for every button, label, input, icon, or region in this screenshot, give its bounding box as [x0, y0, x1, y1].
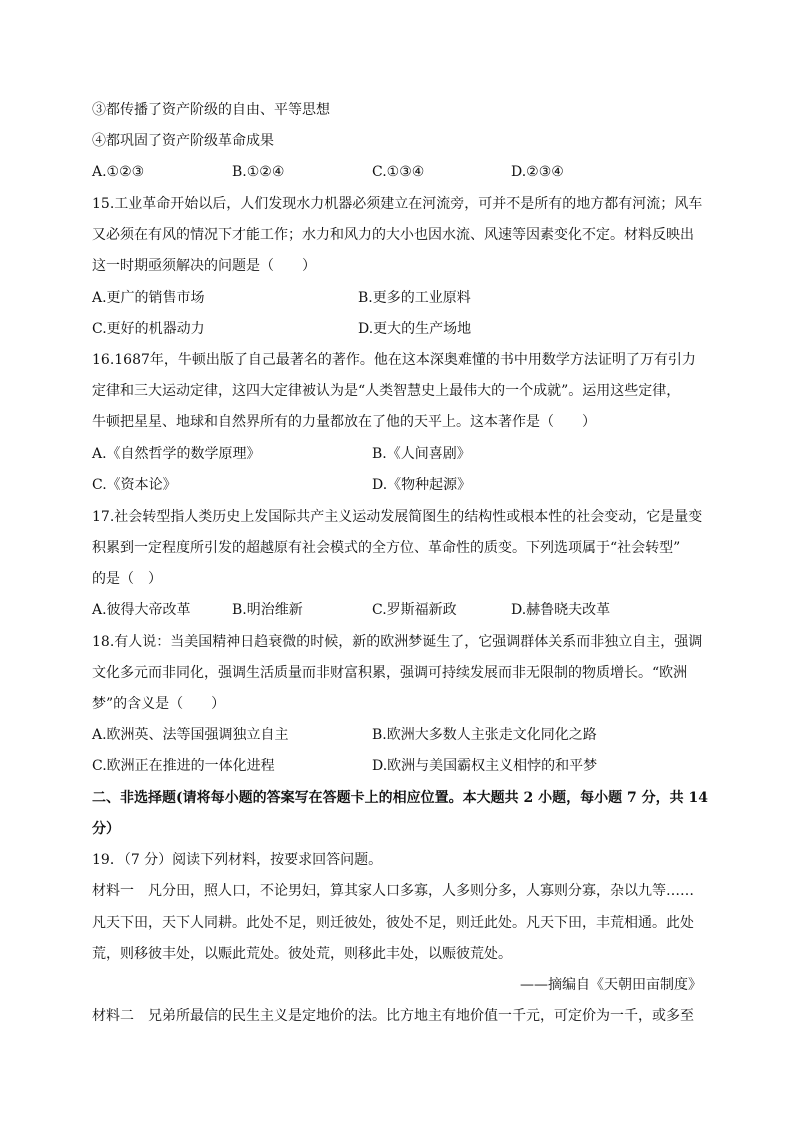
- q19-material-1-source: ——摘编自《天朝田亩制度》: [520, 977, 702, 993]
- q16-option-d: D.《物种起源》: [372, 477, 472, 493]
- section-2-heading-line-1: 二、非选择题(请将每小题的答案写在答题卡上的相应位置。本大题共 2 小题，每小题 7 分，共 14: [92, 790, 708, 806]
- q14-option-c: C.①③④: [372, 164, 425, 180]
- q16-line-1: 16.1687年，牛顿出版了自己最著名的著作。他在这本深奥难懂的书中用数学方法证明了万有引力: [92, 352, 696, 368]
- q14-option-b: B.①②④: [232, 164, 285, 180]
- q15-line-2: 又必须在有风的情况下才能工作；水力和风力的大小也因水流、风速等因素变化不定。材料反映出: [92, 227, 694, 243]
- q18-line-3: 梦”的含义是（ ）: [92, 696, 226, 712]
- q14-option-a: A.①②③: [92, 164, 145, 180]
- q16-option-b: B.《人间喜剧》: [372, 446, 471, 462]
- q16-line-2: 定律和三大运动定律，这四大定律被认为是“人类智慧史上最伟大的一个成就”。运用这些定律，: [92, 383, 681, 399]
- q18-line-1: 18.有人说：当美国精神日趋衰微的时候，新的欧洲梦诞生了，它强调群体关系而非独立自主，强调: [92, 634, 703, 650]
- q18-option-a: A.欧洲英、法等国强调独立自主: [92, 727, 289, 743]
- q18-option-c: C.欧洲正在推进的一体化进程: [92, 758, 275, 774]
- q17-line-2: 积累到一定程度所引发的超越原有社会模式的全方位、革命性的质变。下列选项属于“社会转型”: [92, 540, 681, 556]
- q19-material-1-line-2: 凡天下田，天下人同耕。此处不足，则迁彼处，彼处不足，则迁此处。凡天下田，丰荒相通。此处: [92, 915, 694, 931]
- q19-material-1-line-3: 荒，则移彼丰处，以赈此荒处。彼处荒，则移此丰处，以赈彼荒处。: [92, 946, 512, 962]
- q17-line-1: 17.社会转型指人类历史上发国际共产主义运动发展简图生的结构性或根本性的社会变动，它是量变: [92, 509, 703, 525]
- q19-intro: 19．（7 分）阅读下列材料，按要求回答问题。: [92, 852, 383, 868]
- q16-option-a: A.《自然哲学的数学原理》: [92, 446, 261, 462]
- section-2-heading-line-2: 分）: [92, 821, 120, 837]
- q15-option-c: C.更好的机器动力: [92, 321, 205, 337]
- q15-line-3: 这一时期亟须解决的问题是（ ）: [92, 258, 316, 274]
- q14-option-d: D.②③④: [511, 164, 564, 180]
- q15-option-d: D.更大的生产场地: [358, 321, 472, 337]
- q17-option-a: A.彼得大帝改革: [92, 602, 191, 618]
- statement-3: ③都传播了资产阶级的自由、平等思想: [92, 102, 330, 118]
- q18-option-b: B.欧洲大多数人主张走文化同化之路: [372, 727, 597, 743]
- q17-option-d: D.赫鲁晓夫改革: [511, 602, 611, 618]
- q15-line-1: 15.工业革命开始以后，人们发现水力机器必须建立在河流旁，可并不是所有的地方都有河流；风车: [92, 196, 703, 212]
- q16-option-c: C.《资本论》: [92, 477, 177, 493]
- q15-option-b: B.更多的工业原料: [358, 290, 471, 306]
- q18-option-d: D.欧洲与美国霸权主义相悖的和平梦: [372, 758, 598, 774]
- q15-option-a: A.更广的销售市场: [92, 290, 205, 306]
- q17-line-3: 的是（ ）: [92, 571, 162, 587]
- q18-line-2: 文化多元而非同化，强调生活质量而非财富积累，强调可持续发展而非无限制的物质增长。“欧洲: [92, 665, 688, 681]
- q16-line-3: 牛顿把星星、地球和自然界所有的力量都放在了他的天平上。这本著作是（ ）: [92, 414, 596, 430]
- q19-material-1-line-1: 材料一 凡分田，照人口，不论男妇，算其家人口多寡，人多则分多，人寡则分寡，杂以九等……: [92, 883, 694, 899]
- q17-option-b: B.明治维新: [232, 602, 303, 618]
- q17-option-c: C.罗斯福新政: [372, 602, 457, 618]
- q19-material-2-line-1: 材料二 兄弟所最信的民生主义是定地价的法。比方地主有地价值一千元，可定价为一千，或多至: [92, 1008, 694, 1024]
- statement-4: ④都巩固了资产阶级革命成果: [92, 133, 274, 149]
